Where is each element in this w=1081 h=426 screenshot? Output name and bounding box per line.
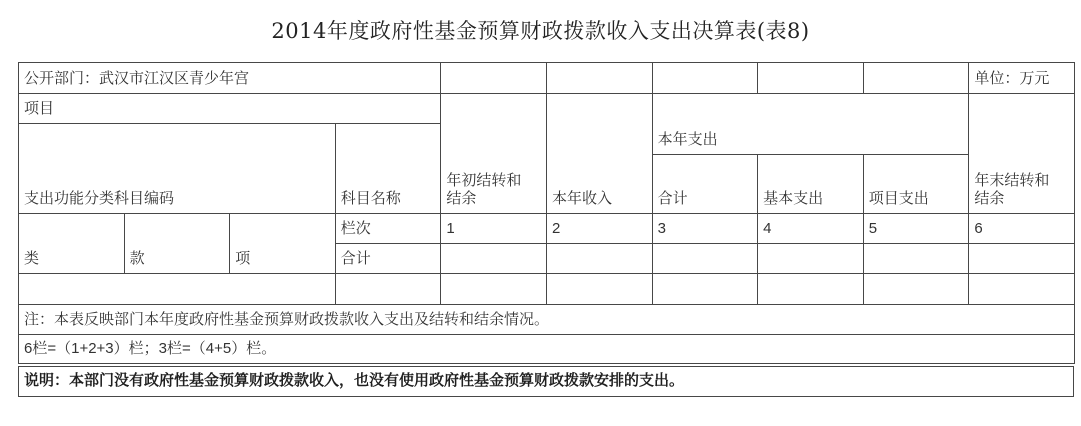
header-class: 类 [19, 214, 125, 274]
header-row-project [19, 94, 1075, 124]
empty-cell [335, 274, 441, 305]
empty-cell [546, 274, 652, 305]
column-index-3: 3 [652, 214, 758, 244]
empty-cell [19, 274, 336, 305]
empty-cell [441, 274, 547, 305]
empty-cell [758, 274, 864, 305]
header-expense-total: 合计 [652, 155, 758, 214]
note-text: 注：本表反映部门本年度政府性基金预算财政拨款收入支出及结转和结余情况。 [19, 305, 1075, 335]
formula-row [19, 335, 1075, 364]
empty-cell [758, 63, 864, 94]
header-project: 项目 [19, 94, 441, 124]
empty-cell [546, 63, 652, 94]
column-index-row [19, 214, 1075, 244]
header-current-year-expense: 本年支出 [652, 94, 969, 155]
empty-cell [969, 244, 1075, 274]
empty-cell [652, 244, 758, 274]
empty-cell [863, 274, 969, 305]
empty-cell [546, 244, 652, 274]
header-project-expense: 项目支出 [863, 155, 969, 214]
column-index-5: 5 [863, 214, 969, 244]
header-section: 款 [124, 214, 230, 274]
header-end-year-carryover: 年末结转和结余 [969, 94, 1075, 214]
header-expense-function-code: 支出功能分类科目编码 [19, 124, 336, 214]
column-index-1: 1 [441, 214, 547, 244]
department-cell: 公开部门：武汉市江汉区青少年宫 [19, 63, 441, 94]
empty-cell [441, 244, 547, 274]
empty-data-row [19, 274, 1075, 305]
empty-cell [652, 63, 758, 94]
header-item: 项 [230, 214, 336, 274]
column-index-2: 2 [546, 214, 652, 244]
empty-cell [969, 274, 1075, 305]
fund-budget-table [18, 62, 1075, 364]
header-basic-expense: 基本支出 [758, 155, 864, 214]
header-current-year-income: 本年收入 [546, 94, 652, 214]
empty-cell [652, 274, 758, 305]
column-index-4: 4 [758, 214, 864, 244]
empty-cell [863, 244, 969, 274]
header-begin-year-carryover: 年初结转和结余 [441, 94, 547, 214]
empty-cell [863, 63, 969, 94]
statement-box: 说明：本部门没有政府性基金预算财政拨款收入，也没有使用政府性基金预算财政拨款安排的支出。 [18, 366, 1074, 397]
column-index-label: 栏次 [335, 214, 441, 244]
empty-cell [441, 63, 547, 94]
column-index-6: 6 [969, 214, 1075, 244]
note-row [19, 305, 1075, 335]
empty-cell [758, 244, 864, 274]
total-row-label: 合计 [335, 244, 441, 274]
unit-cell: 单位：万元 [969, 63, 1075, 94]
page-title: 2014年度政府性基金预算财政拨款收入支出决算表(表8) [271, 19, 810, 43]
meta-row [19, 63, 1075, 94]
header-subject-name: 科目名称 [335, 124, 441, 214]
formula-text: 6栏=（1+2+3）栏；3栏=（4+5）栏。 [19, 335, 1075, 364]
